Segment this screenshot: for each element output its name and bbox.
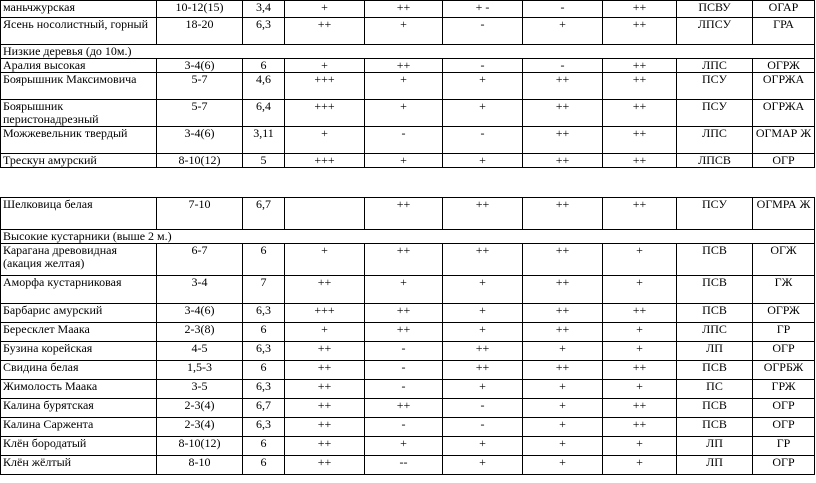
blank-row: [1, 168, 815, 198]
col7-cell: ++: [523, 127, 603, 154]
code-cell: ЛП: [677, 437, 753, 456]
species-name-cell: маньчжурская: [1, 1, 157, 18]
col8-cell: ++: [603, 1, 677, 18]
table-row: [1, 100, 815, 127]
value-cell: 6: [243, 456, 285, 475]
value-cell: 6: [243, 361, 285, 380]
species-name-cell: Жимолость Маака: [1, 380, 157, 399]
col6-cell: +: [443, 73, 523, 100]
col8-cell: +: [603, 276, 677, 304]
table-row: [1, 418, 815, 437]
use-cell: ОГМРА Ж: [753, 198, 815, 230]
col4-cell: +++: [285, 154, 365, 168]
table-row: [1, 1, 815, 18]
height-cell: 2-3(8): [157, 323, 243, 342]
height-cell: 8-10(12): [157, 154, 243, 168]
col8-cell: ++: [603, 100, 677, 127]
section-heading: Высокие кустарники (выше 2 м.): [1, 230, 815, 244]
col6-cell: +: [443, 154, 523, 168]
blank-cell: [1, 168, 815, 198]
value-cell: 6,3: [243, 342, 285, 361]
col6-cell: +: [443, 304, 523, 323]
table-row: [1, 127, 815, 154]
code-cell: ПСУ: [677, 73, 753, 100]
table-row: [1, 276, 815, 304]
col8-cell: ++: [603, 304, 677, 323]
height-cell: 8-10(12): [157, 437, 243, 456]
col4-cell: ++: [285, 456, 365, 475]
col5-cell: +: [365, 100, 443, 127]
col7-cell: +: [523, 418, 603, 437]
height-cell: 2-3(4): [157, 418, 243, 437]
col5-cell: +: [365, 18, 443, 45]
table-row: [1, 198, 815, 230]
value-cell: 6: [243, 437, 285, 456]
col4-cell: ++: [285, 18, 365, 45]
col7-cell: +: [523, 342, 603, 361]
col5-cell: +: [365, 73, 443, 100]
species-name-cell: Бузина корейская: [1, 342, 157, 361]
col7-cell: ++: [523, 198, 603, 230]
species-name-cell: Трескун амурский: [1, 154, 157, 168]
col6-cell: +: [443, 380, 523, 399]
code-cell: ЛПСВ: [677, 154, 753, 168]
col6-cell: +: [443, 100, 523, 127]
use-cell: ОГАР: [753, 1, 815, 18]
col5-cell: ++: [365, 244, 443, 276]
species-name-cell: Калина Саржента: [1, 418, 157, 437]
col7-cell: ++: [523, 100, 603, 127]
height-cell: 8-10: [157, 456, 243, 475]
col6-cell: ++: [443, 361, 523, 380]
species-name-cell: Можжевельник твердый: [1, 127, 157, 154]
col4-cell: ++: [285, 437, 365, 456]
col5-cell: -: [365, 361, 443, 380]
table-row: [1, 437, 815, 456]
code-cell: ПСВ: [677, 244, 753, 276]
height-cell: 3-5: [157, 380, 243, 399]
col8-cell: +: [603, 244, 677, 276]
col5-cell: -: [365, 380, 443, 399]
col8-cell: ++: [603, 18, 677, 45]
col6-cell: +: [443, 456, 523, 475]
species-name-cell: Клён бородатый: [1, 437, 157, 456]
col8-cell: ++: [603, 127, 677, 154]
value-cell: 3,4: [243, 1, 285, 18]
col4-cell: +: [285, 59, 365, 73]
section-row: [1, 230, 815, 244]
col5-cell: ++: [365, 198, 443, 230]
col4-cell: ++: [285, 399, 365, 418]
col5-cell: ++: [365, 304, 443, 323]
code-cell: ЛПСУ: [677, 18, 753, 45]
use-cell: ОГР: [753, 399, 815, 418]
col8-cell: ++: [603, 198, 677, 230]
table-row: [1, 244, 815, 276]
section-row: [1, 45, 815, 59]
col5-cell: ++: [365, 59, 443, 73]
col5-cell: -: [365, 127, 443, 154]
height-cell: 3-4(6): [157, 304, 243, 323]
use-cell: ГРА: [753, 18, 815, 45]
height-cell: 5-7: [157, 100, 243, 127]
col6-cell: -: [443, 59, 523, 73]
species-name-cell: Карагана древовидная (акация желтая): [1, 244, 157, 276]
col7-cell: ++: [523, 361, 603, 380]
col4-cell: +: [285, 244, 365, 276]
value-cell: 6,3: [243, 418, 285, 437]
code-cell: ПСВ: [677, 304, 753, 323]
species-name-cell: Аралия высокая: [1, 59, 157, 73]
col5-cell: --: [365, 456, 443, 475]
col6-cell: ++: [443, 198, 523, 230]
col7-cell: +: [523, 456, 603, 475]
table-row: [1, 59, 815, 73]
col6-cell: +: [443, 437, 523, 456]
use-cell: ОГР: [753, 342, 815, 361]
height-cell: 1,5-3: [157, 361, 243, 380]
col5-cell: +: [365, 154, 443, 168]
value-cell: 4,6: [243, 73, 285, 100]
code-cell: ЛП: [677, 342, 753, 361]
height-cell: 7-10: [157, 198, 243, 230]
col4-cell: +++: [285, 304, 365, 323]
col6-cell: ++: [443, 342, 523, 361]
table-row: [1, 18, 815, 45]
col8-cell: +: [603, 456, 677, 475]
col6-cell: -: [443, 399, 523, 418]
value-cell: 6,7: [243, 198, 285, 230]
table-row: [1, 380, 815, 399]
height-cell: 10-12(15): [157, 1, 243, 18]
col8-cell: ++: [603, 73, 677, 100]
value-cell: 3,11: [243, 127, 285, 154]
species-name-cell: Барбарис амурский: [1, 304, 157, 323]
col7-cell: +: [523, 18, 603, 45]
code-cell: ЛПС: [677, 127, 753, 154]
table-row: [1, 342, 815, 361]
code-cell: ПСУ: [677, 100, 753, 127]
height-cell: 5-7: [157, 73, 243, 100]
col7-cell: ++: [523, 304, 603, 323]
table-row: [1, 323, 815, 342]
code-cell: ПСВ: [677, 276, 753, 304]
use-cell: ОГР: [753, 456, 815, 475]
col7-cell: ++: [523, 154, 603, 168]
col8-cell: ++: [603, 399, 677, 418]
col4-cell: +: [285, 127, 365, 154]
use-cell: ГР: [753, 323, 815, 342]
code-cell: ПСВУ: [677, 1, 753, 18]
col5-cell: +: [365, 276, 443, 304]
col5-cell: +: [365, 437, 443, 456]
col4-cell: ++: [285, 418, 365, 437]
species-name-cell: Шелковица белая: [1, 198, 157, 230]
col8-cell: +: [603, 323, 677, 342]
col5-cell: -: [365, 418, 443, 437]
code-cell: ЛП: [677, 456, 753, 475]
value-cell: 7: [243, 276, 285, 304]
height-cell: 3-4: [157, 276, 243, 304]
col4-cell: +++: [285, 73, 365, 100]
code-cell: ПС: [677, 380, 753, 399]
col7-cell: +: [523, 437, 603, 456]
height-cell: 4-5: [157, 342, 243, 361]
col8-cell: ++: [603, 59, 677, 73]
value-cell: 6,7: [243, 399, 285, 418]
height-cell: 3-4(6): [157, 127, 243, 154]
col7-cell: +: [523, 380, 603, 399]
col5-cell: ++: [365, 1, 443, 18]
species-name-cell: Калина бурятская: [1, 399, 157, 418]
col8-cell: ++: [603, 361, 677, 380]
col8-cell: ++: [603, 154, 677, 168]
col4-cell: +: [285, 323, 365, 342]
value-cell: 6,4: [243, 100, 285, 127]
height-cell: 2-3(4): [157, 399, 243, 418]
table-row: [1, 456, 815, 475]
col7-cell: -: [523, 1, 603, 18]
col7-cell: ++: [523, 73, 603, 100]
col6-cell: -: [443, 18, 523, 45]
code-cell: ПСУ: [677, 198, 753, 230]
height-cell: 6-7: [157, 244, 243, 276]
value-cell: 6: [243, 59, 285, 73]
species-name-cell: Аморфа кустарниковая: [1, 276, 157, 304]
use-cell: ОГР: [753, 418, 815, 437]
col6-cell: + -: [443, 1, 523, 18]
height-cell: 3-4(6): [157, 59, 243, 73]
value-cell: 6: [243, 323, 285, 342]
col4-cell: ++: [285, 380, 365, 399]
col8-cell: +: [603, 437, 677, 456]
use-cell: ОГРЖА: [753, 100, 815, 127]
species-name-cell: Бересклет Маака: [1, 323, 157, 342]
col4-cell: ++: [285, 276, 365, 304]
code-cell: ЛПС: [677, 59, 753, 73]
col8-cell: ++: [603, 418, 677, 437]
col4-cell: +: [285, 1, 365, 18]
species-name-cell: Клён жёлтый: [1, 456, 157, 475]
use-cell: ГЖ: [753, 276, 815, 304]
species-name-cell: Свидина белая: [1, 361, 157, 380]
col7-cell: +: [523, 399, 603, 418]
col6-cell: -: [443, 127, 523, 154]
value-cell: 6,3: [243, 18, 285, 45]
value-cell: 6,3: [243, 380, 285, 399]
col7-cell: ++: [523, 276, 603, 304]
code-cell: ЛПС: [677, 323, 753, 342]
col5-cell: ++: [365, 399, 443, 418]
col4-cell: ++: [285, 342, 365, 361]
use-cell: ГР: [753, 437, 815, 456]
use-cell: ОГРЖА: [753, 73, 815, 100]
table-row: [1, 73, 815, 100]
use-cell: ОГРБЖ: [753, 361, 815, 380]
code-cell: ПСВ: [677, 418, 753, 437]
value-cell: 6: [243, 244, 285, 276]
table-row: [1, 361, 815, 380]
value-cell: 6,3: [243, 304, 285, 323]
col8-cell: +: [603, 380, 677, 399]
table-row: [1, 154, 815, 168]
col7-cell: ++: [523, 323, 603, 342]
col5-cell: -: [365, 342, 443, 361]
height-cell: 18-20: [157, 18, 243, 45]
col4-cell: ++: [285, 361, 365, 380]
col7-cell: -: [523, 59, 603, 73]
value-cell: 5: [243, 154, 285, 168]
code-cell: ПСВ: [677, 399, 753, 418]
col6-cell: +: [443, 276, 523, 304]
code-cell: ПСВ: [677, 361, 753, 380]
table-row: [1, 304, 815, 323]
use-cell: ГРЖ: [753, 380, 815, 399]
species-name-cell: Ясень носолистный, горный: [1, 18, 157, 45]
col8-cell: +: [603, 342, 677, 361]
col4-cell: [285, 198, 365, 230]
col6-cell: +: [443, 323, 523, 342]
col6-cell: ++: [443, 244, 523, 276]
species-name-cell: Боярышник Максимовича: [1, 73, 157, 100]
table-row: [1, 399, 815, 418]
use-cell: ОГЖ: [753, 244, 815, 276]
use-cell: ОГРЖ: [753, 59, 815, 73]
use-cell: ОГМАР Ж: [753, 127, 815, 154]
col5-cell: ++: [365, 323, 443, 342]
col4-cell: +++: [285, 100, 365, 127]
col7-cell: ++: [523, 244, 603, 276]
species-name-cell: Боярышник перистонадрезный: [1, 100, 157, 127]
use-cell: ОГРЖ: [753, 304, 815, 323]
col6-cell: -: [443, 418, 523, 437]
section-heading: Низкие деревья (до 10м.): [1, 45, 815, 59]
use-cell: ОГР: [753, 154, 815, 168]
